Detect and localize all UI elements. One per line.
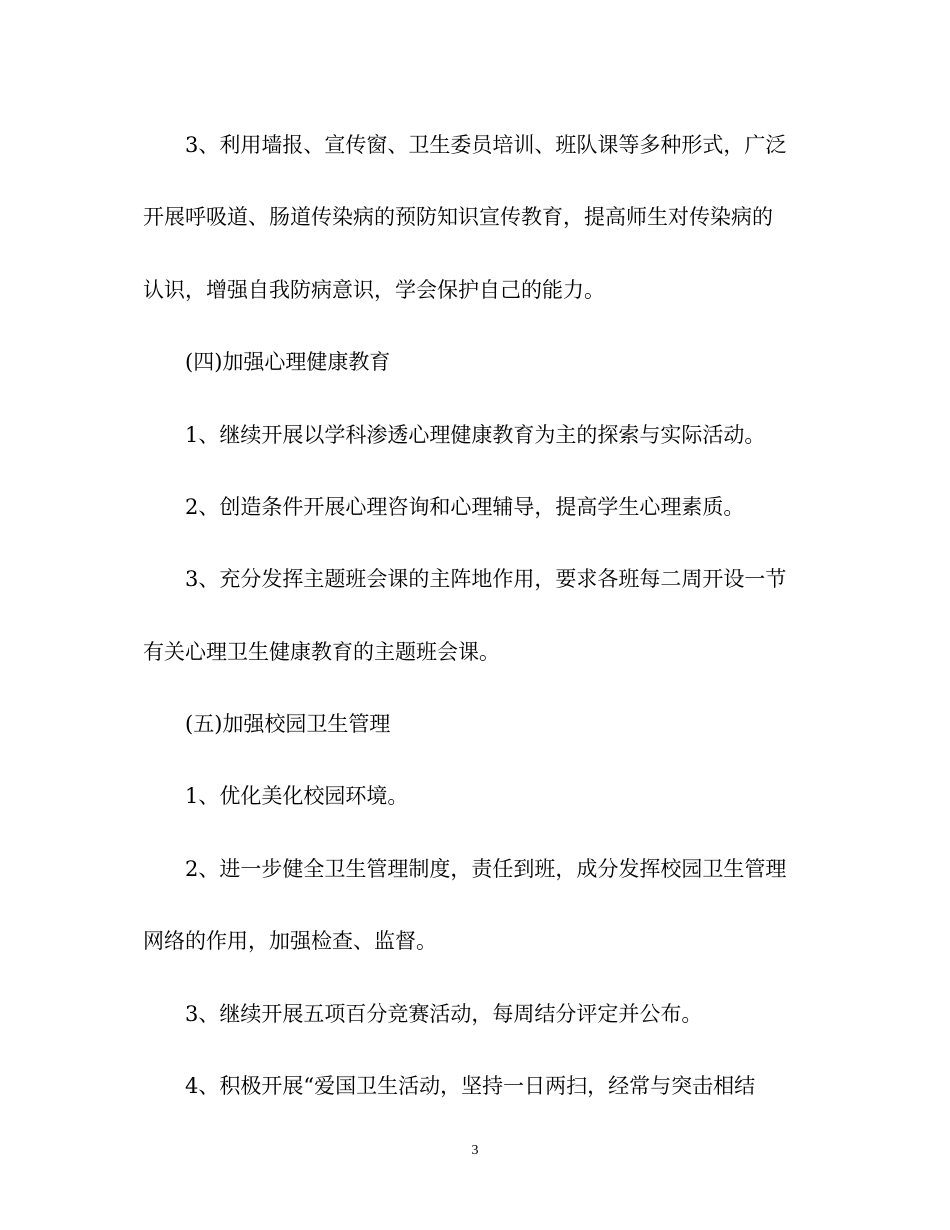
paragraph-line [143,561,813,597]
text-line: 2、创造条件开展心理咨询和心理辅导，提高学生心理素质。 [185,494,745,519]
text-line: 3、充分发挥主题班会课的主阵地作用，要求各班每二周开设一节 [185,567,787,592]
page-number: 3 [471,1143,479,1158]
text-line: 2、进一步健全卫生管理制度，责任到班，成分发挥校园卫生管理 [185,856,787,881]
document-body [143,127,813,1104]
paragraph-line [143,923,813,959]
paragraph-line [143,417,813,453]
text-line: 认识，增强自我防病意识，学会保护自己的能力。 [143,277,605,302]
text-line: (四)加强心理健康教育 [185,350,391,375]
paragraph-line [143,996,813,1032]
text-line: 有关心理卫生健康教育的主题班会课。 [143,639,500,664]
text-line: 网络的作用，加强检查、监督。 [143,929,437,954]
text-line: 3、继续开展五项百分竞赛活动，每周结分评定并公布。 [185,1001,703,1026]
text-line: 3、利用墙报、宣传窗、卫生委员培训、班队课等多种形式，广泛 [185,133,787,157]
text-line: 开展呼吸道、肠道传染病的预防知识宣传教育，提高师生对传染病的 [143,205,773,230]
paragraph-line [143,1068,813,1104]
paragraph-line [143,272,813,308]
paragraph-line [143,199,813,235]
paragraph-line [143,778,813,814]
text-line: (五)加强校园卫生管理 [185,712,391,736]
section-heading [143,344,813,380]
text-line: 4、积极开展“爱国卫生活动，坚持一日两扫，经常与突击相结 [185,1073,756,1098]
text-line: 1、继续开展以学科渗透心理健康教育为主的探索与实际活动。 [185,422,766,447]
paragraph-line [143,851,813,887]
section-heading [143,706,813,742]
paragraph-line [143,489,813,525]
text-line: 1、优化美化校园环境。 [185,784,409,809]
paragraph-line [143,634,813,670]
paragraph-line [143,127,813,163]
